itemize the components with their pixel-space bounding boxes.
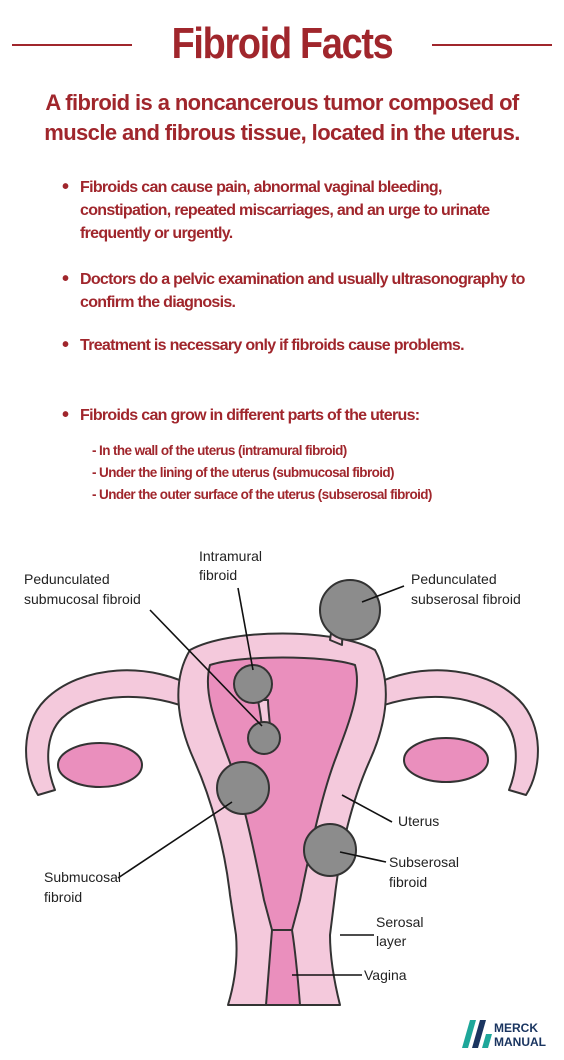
label-vagina: Vagina: [364, 967, 407, 983]
logo-line1: MERCK: [494, 1021, 538, 1035]
label-serosal-1: Serosal: [376, 914, 424, 930]
uterus-diagram: [0, 520, 564, 1060]
label-intramural-2: fibroid: [199, 567, 238, 583]
label-uterus: Uterus: [398, 813, 440, 829]
intro-text: A fibroid is a noncancerous tumor composed of muscle and fibrous tissue, located in the uterus.: [44, 90, 520, 145]
label-ped-subserosal-2: subserosal fibroid: [411, 591, 521, 607]
label-submucosal-1: Submucosal: [44, 869, 122, 885]
fibroid-pedunculated-subserosal: [320, 580, 380, 640]
location-list: [92, 440, 552, 506]
uterus-illustration: [26, 580, 538, 1005]
label-serosal-2: layer: [376, 933, 407, 949]
label-ped-submucosal-1: Pedunculated: [24, 571, 110, 587]
header: [0, 14, 564, 78]
left-ovary: [58, 743, 142, 787]
logo-line2: MANUAL: [494, 1035, 546, 1049]
fact-symptoms: • Fibroids can cause pain, abnormal vaginal bleeding, constipation, repeated miscarriages, and an urge to urinate frequently or urgently.: [62, 176, 532, 245]
title-rule-right: [432, 44, 552, 46]
label-subserosal-1: Subserosal: [389, 854, 460, 870]
label-ped-subserosal-1: Pedunculated: [411, 571, 497, 587]
fibroid-pedunculated-submucosal: [248, 722, 280, 754]
location-subserosal: - Under the outer surface of the uterus (subserosal fibroid): [92, 487, 432, 502]
right-ovary: [404, 738, 488, 782]
pointer-submucosal: [118, 802, 232, 878]
page-title: Fibroid Facts: [171, 19, 393, 68]
location-intramural: - In the wall of the uterus (intramural fibroid): [92, 443, 347, 458]
fact-locations: • Fibroids can grow in different parts of the uterus:: [62, 404, 419, 427]
merck-logo-icon: [462, 1020, 492, 1048]
fibroid-intramural: [234, 665, 272, 703]
label-subserosal-2: fibroid: [389, 874, 428, 890]
label-intramural-1: Intramural: [199, 548, 263, 564]
fact-treatment: • Treatment is necessary only if fibroids cause problems.: [62, 334, 464, 357]
label-ped-submucosal-2: submucosal fibroid: [24, 591, 141, 607]
location-submucosal: - Under the lining of the uterus (submucosal fibroid): [92, 465, 394, 480]
merck-manual-logo: [462, 1020, 546, 1049]
fibroid-subserosal: [304, 824, 356, 876]
label-submucosal-2: fibroid: [44, 889, 83, 905]
fact-diagnosis: • Doctors do a pelvic examination and usually ultrasonography to confirm the diagnosis.: [62, 268, 532, 314]
